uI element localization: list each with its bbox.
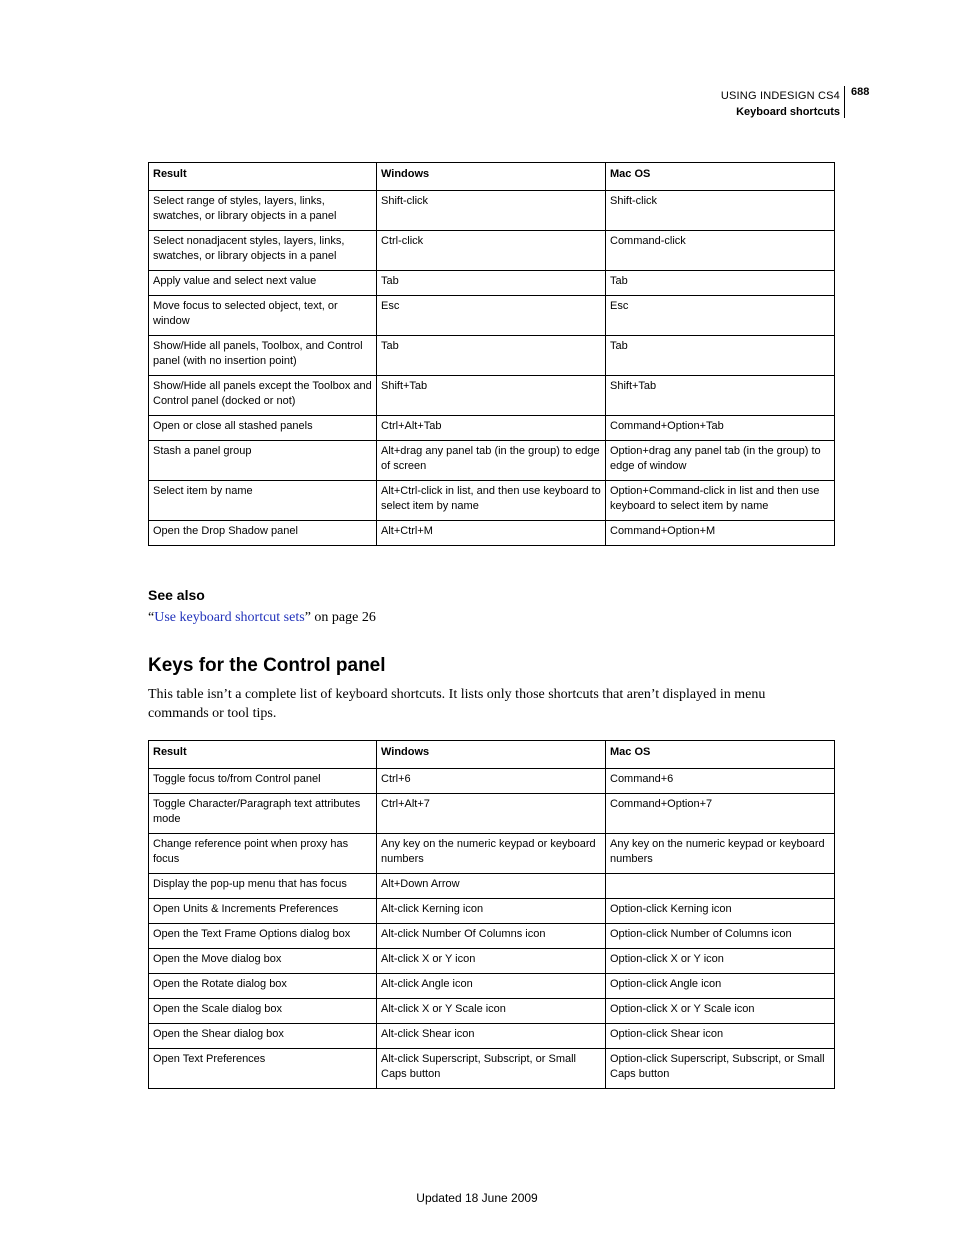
macos-shortcut-cell: Esc (606, 296, 835, 336)
windows-shortcut-cell: Ctrl+Alt+Tab (377, 416, 606, 441)
table-row (149, 1049, 835, 1089)
result-cell: Open Text Preferences (149, 1049, 377, 1089)
result-cell: Select item by name (149, 481, 377, 521)
table-body (149, 191, 835, 546)
windows-shortcut-cell: Alt+Ctrl+M (377, 521, 606, 546)
result-cell: Select range of styles, layers, links, swatches, or library objects in a panel (149, 191, 377, 231)
column-header-result: Result (149, 741, 377, 769)
table-row (149, 376, 835, 416)
windows-shortcut-cell: Alt-click Number Of Columns icon (377, 924, 606, 949)
table-row (149, 296, 835, 336)
windows-shortcut-cell: Alt-click Shear icon (377, 1024, 606, 1049)
table-header-row (149, 741, 835, 769)
result-cell: Show/Hide all panels except the Toolbox and Control panel (docked or not) (149, 376, 377, 416)
windows-shortcut-cell: Tab (377, 271, 606, 296)
macos-shortcut-cell: Option-click X or Y icon (606, 949, 835, 974)
header-subtitle: Keyboard shortcuts (736, 106, 840, 118)
table-row (149, 416, 835, 441)
windows-shortcut-cell: Alt+Down Arrow (377, 874, 606, 899)
result-cell: Move focus to selected object, text, or window (149, 296, 377, 336)
macos-shortcut-cell: Any key on the numeric keypad or keyboard numbers (606, 834, 835, 874)
page-footer: Updated 18 June 2009 (416, 1191, 538, 1205)
table-row (149, 874, 835, 899)
table-row (149, 949, 835, 974)
table-row (149, 1024, 835, 1049)
see-also-heading: See also (148, 587, 205, 603)
result-cell: Apply value and select next value (149, 271, 377, 296)
result-cell: Open or close all stashed panels (149, 416, 377, 441)
table-row (149, 769, 835, 794)
result-cell: Show/Hide all panels, Toolbox, and Control panel (with no insertion point) (149, 336, 377, 376)
result-cell: Open the Drop Shadow panel (149, 521, 377, 546)
windows-shortcut-cell: Alt-click X or Y Scale icon (377, 999, 606, 1024)
section-intro: This table isn’t a complete list of keyboard shortcuts. It lists only those shortcuts that aren’t displayed in menu commands or tool tips. (148, 687, 766, 721)
macos-shortcut-cell: Option-click Number of Columns icon (606, 924, 835, 949)
result-cell: Change reference point when proxy has focus (149, 834, 377, 874)
table-row (149, 336, 835, 376)
table-row (149, 271, 835, 296)
page-reference: ” on page 26 (304, 610, 376, 625)
table-row (149, 441, 835, 481)
macos-shortcut-cell: Option-click Shear icon (606, 1024, 835, 1049)
result-cell: Open the Text Frame Options dialog box (149, 924, 377, 949)
shortcuts-table-panels (148, 162, 835, 546)
result-cell: Open the Rotate dialog box (149, 974, 377, 999)
windows-shortcut-cell: Alt-click Kerning icon (377, 899, 606, 924)
shortcuts-table-control-panel (148, 740, 835, 1089)
header-title: USING INDESIGN CS4 (720, 90, 840, 102)
macos-shortcut-cell: Option+drag any panel tab (in the group) to edge of window (606, 441, 835, 481)
macos-shortcut-cell: Tab (606, 271, 835, 296)
keyboard-shortcut-sets-link[interactable]: Use keyboard shortcut sets (154, 610, 305, 625)
windows-shortcut-cell: Esc (377, 296, 606, 336)
header-divider (844, 86, 845, 118)
table-row (149, 974, 835, 999)
page-number: 688 (851, 86, 870, 98)
result-cell: Toggle focus to/from Control panel (149, 769, 377, 794)
table-body (149, 769, 835, 1089)
result-cell: Open the Scale dialog box (149, 999, 377, 1024)
windows-shortcut-cell: Ctrl+Alt+7 (377, 794, 606, 834)
windows-shortcut-cell: Alt-click Superscript, Subscript, or Small Caps button (377, 1049, 606, 1089)
result-cell: Open Units & Increments Preferences (149, 899, 377, 924)
table-row (149, 481, 835, 521)
table-header-row (149, 163, 835, 191)
column-header-windows: Windows (377, 163, 606, 191)
result-cell: Open the Shear dialog box (149, 1024, 377, 1049)
windows-shortcut-cell: Alt+drag any panel tab (in the group) to edge of screen (377, 441, 606, 481)
result-cell: Select nonadjacent styles, layers, links, swatches, or library objects in a panel (149, 231, 377, 271)
table-row (149, 899, 835, 924)
section-heading: Keys for the Control panel (148, 655, 386, 676)
windows-shortcut-cell: Ctrl+6 (377, 769, 606, 794)
macos-shortcut-cell: Command+Option+M (606, 521, 835, 546)
column-header-macos: Mac OS (606, 163, 835, 191)
macos-shortcut-cell: Tab (606, 336, 835, 376)
macos-shortcut-cell: Option-click Angle icon (606, 974, 835, 999)
windows-shortcut-cell: Ctrl-click (377, 231, 606, 271)
macos-shortcut-cell: Command+6 (606, 769, 835, 794)
windows-shortcut-cell: Any key on the numeric keypad or keyboard numbers (377, 834, 606, 874)
macos-shortcut-cell: Command-click (606, 231, 835, 271)
windows-shortcut-cell: Shift+Tab (377, 376, 606, 416)
result-cell: Stash a panel group (149, 441, 377, 481)
macos-shortcut-cell: Option-click Superscript, Subscript, or Small Caps button (606, 1049, 835, 1089)
windows-shortcut-cell: Alt-click Angle icon (377, 974, 606, 999)
windows-shortcut-cell: Alt-click X or Y icon (377, 949, 606, 974)
macos-shortcut-cell: Shift+Tab (606, 376, 835, 416)
column-header-windows: Windows (377, 741, 606, 769)
macos-shortcut-cell: Command+Option+7 (606, 794, 835, 834)
header-text (721, 88, 840, 120)
macos-shortcut-cell: Command+Option+Tab (606, 416, 835, 441)
table-row (149, 924, 835, 949)
table-row (149, 794, 835, 834)
macos-shortcut-cell: Option-click X or Y Scale icon (606, 999, 835, 1024)
table-row (149, 999, 835, 1024)
macos-shortcut-cell (606, 874, 835, 899)
macos-shortcut-cell: Option-click Kerning icon (606, 899, 835, 924)
see-also-reference (148, 610, 376, 626)
result-cell: Display the pop-up menu that has focus (149, 874, 377, 899)
column-header-macos: Mac OS (606, 741, 835, 769)
result-cell: Toggle Character/Paragraph text attributes mode (149, 794, 377, 834)
windows-shortcut-cell: Shift-click (377, 191, 606, 231)
windows-shortcut-cell: Tab (377, 336, 606, 376)
windows-shortcut-cell: Alt+Ctrl-click in list, and then use keyboard to select item by name (377, 481, 606, 521)
table-row (149, 834, 835, 874)
result-cell: Open the Move dialog box (149, 949, 377, 974)
macos-shortcut-cell: Shift-click (606, 191, 835, 231)
table-row (149, 521, 835, 546)
table-row (149, 231, 835, 271)
column-header-result: Result (149, 163, 377, 191)
open-quote: “ (148, 610, 155, 625)
table-row (149, 191, 835, 231)
macos-shortcut-cell: Option+Command-click in list and then use keyboard to select item by name (606, 481, 835, 521)
